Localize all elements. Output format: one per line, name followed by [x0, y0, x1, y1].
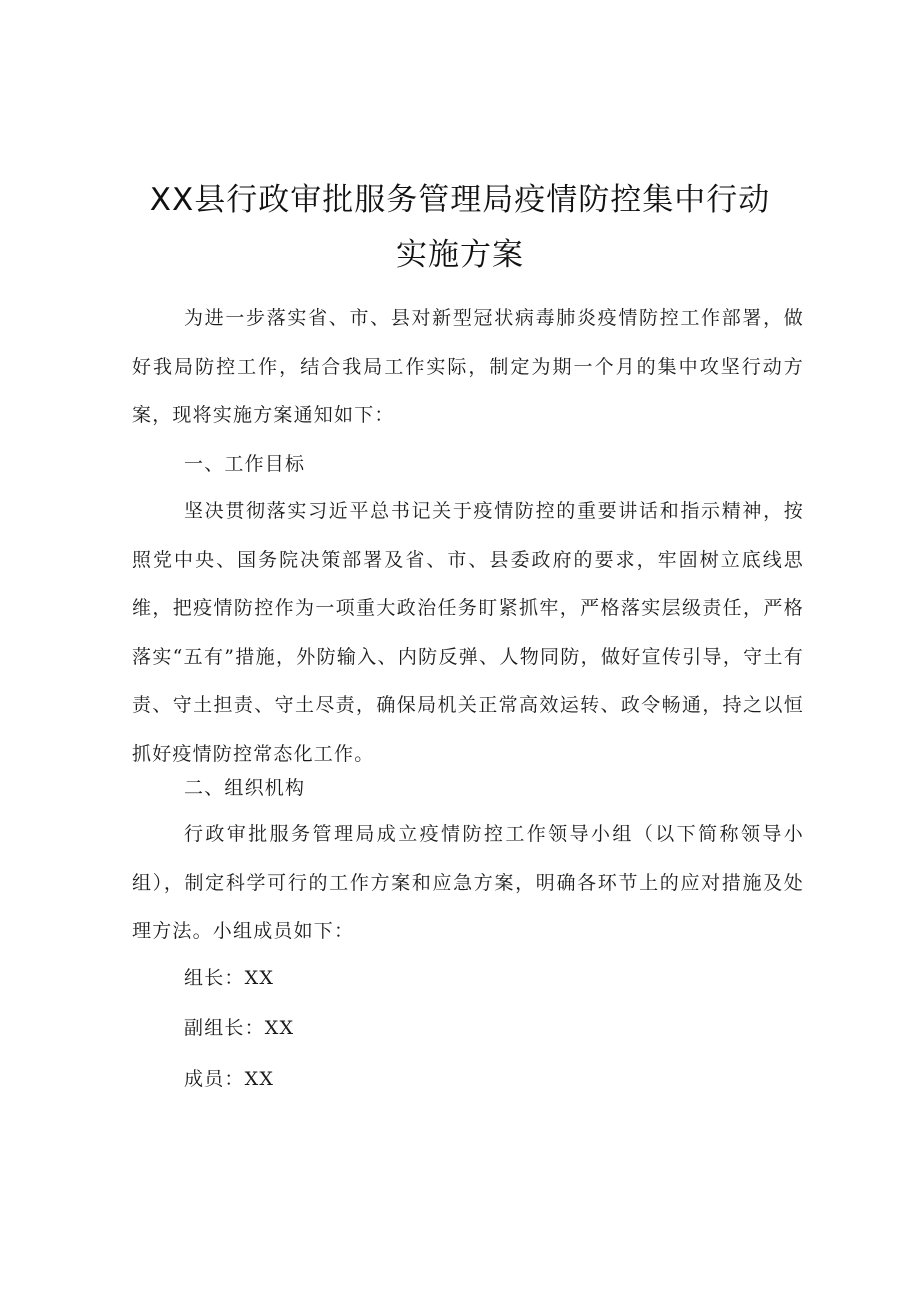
section-1-heading: 一、工作目标 [184, 453, 306, 475]
intro-block [132, 294, 804, 440]
intro-paragraph: 为进一步落实省、市、县对新型冠状病毒肺炎疫情防控工作部署，做好我局防控工作，结合我局工作实际，制定为期一个月的集中攻坚行动方案，现将实施方案通知如下： [132, 307, 804, 426]
document-title-line-1: XX县行政审批服务管理局疫情防控集中行动 [149, 182, 771, 218]
section-1-paragraph: 坚决贯彻落实习近平总书记关于疫情防控的重要讲话和指示精神，按照党中央、国务院决策部署及省、市、县委政府的要求，牢固树立底线思维，把疫情防控作为一项重大政治任务盯紧抓牢，严格落实层级责任，严格落实“五有”措施，外防输入、内防反弹、人物同防，做好宣传引导，守土有责、守土担责、守土尽责，确保局机关正常高效运转、政令畅通，持之以恒抓好疫情防控常态化工作。 [132, 500, 804, 765]
document-title-line-2: 实施方案 [396, 237, 524, 273]
member-leader: 组长：XX [184, 967, 275, 989]
section-2-heading: 二、组织机构 [184, 777, 306, 799]
section-2-heading-block [132, 764, 804, 813]
section-1-heading-block [132, 440, 804, 489]
section-1-body-block [132, 487, 804, 778]
section-2-body-block [132, 810, 804, 956]
member-members: 成员：XX [184, 1068, 275, 1090]
member-deputy-leader: 副组长：XX [184, 1017, 295, 1039]
section-2-paragraph: 行政审批服务管理局成立疫情防控工作领导小组（以下简称领导小组），制定科学可行的工作方案和应急方案，明确各环节上的应对措施及处理方法。小组成员如下： [132, 823, 804, 942]
